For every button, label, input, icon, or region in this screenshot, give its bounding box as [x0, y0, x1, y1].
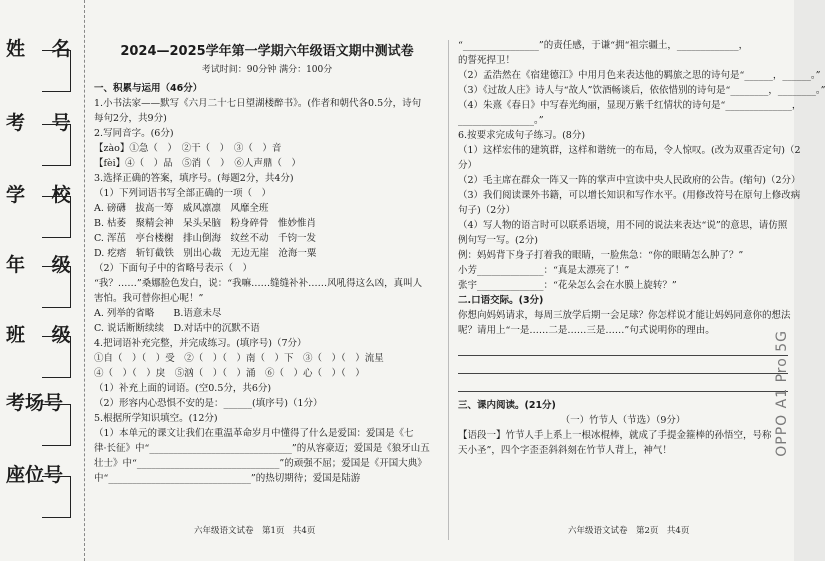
- binding-strip: [0, 0, 85, 561]
- section-2-heading: 二.口语交际。(3分): [458, 295, 544, 306]
- question-line: （1）本单元的课文让我们在重温革命岁月中懂得了什么是爱国：爱国是《七: [94, 428, 414, 439]
- choice-option: A. 列举的省略 B.语意未尽: [94, 308, 222, 319]
- exam-number-field: 考 号: [2, 108, 82, 168]
- answer-line: 小芳______________：“真是太漂亮了！”: [458, 265, 630, 276]
- section-1-heading: 一、积累与运用（46分）: [94, 83, 203, 94]
- question-line: （4）朱熹《春日》中写春光绚丽，显现万紫千红情状的诗句是“______________，: [458, 100, 802, 111]
- question-line: ________________。”: [458, 115, 544, 126]
- page-1-footer: 六年级语文试卷 第1页 共4页: [194, 526, 316, 536]
- question-line: 【zào】①急（ ） ②干（ ） ③（ ）音: [94, 143, 282, 154]
- exam-room-field: 考场号: [2, 388, 82, 448]
- school-box[interactable]: [42, 196, 71, 238]
- question-line: “我？……”桑娜脸色发白，说：“我嘛……缝缝补补……风吼得这么凶，真叫人: [94, 278, 423, 289]
- name-field: 姓 名: [2, 34, 82, 94]
- school-field: 学 校: [2, 180, 82, 240]
- example-line: 例：妈妈背下身子打着我的眼睛，一脸焦急：“你的眼睛怎么肿了？”: [458, 250, 744, 261]
- section-3-heading: 三、课内阅读。(21分): [458, 400, 556, 411]
- reading-paragraph: 【语段一】竹节人手上系上一根冰棍棒，就成了手提金箍棒的孙悟空，号称: [458, 430, 772, 441]
- question-line: 律·长征》中“______________________________”的从容豪迈；爱国是《狼牙山五: [94, 443, 430, 454]
- class-field: 班 级: [2, 320, 82, 380]
- choice-option: B. 枯萎 聚精会神 呆头呆脑 粉身碎骨 惟妙惟肖: [94, 218, 317, 229]
- choice-option: D. 疙瘩 斩钉截铁 别出心裁 无边无崖 沧海一粟: [94, 248, 317, 259]
- question-line: 壮士》中“______________________________”的顽强不屈；爱国是《开国大典》: [94, 458, 427, 469]
- question-line: 分）: [458, 160, 478, 171]
- answer-line: 张宇______________：“花朵怎么会在水膜上旋转？”: [458, 280, 677, 291]
- grade-box[interactable]: [42, 266, 71, 308]
- camera-watermark: OPPO A1 Pro 5G: [774, 330, 790, 457]
- question-line: ①自（ ）（ ）受 ②（ ）（ ）南（ ）下 ③（ ）（ ）流星: [94, 353, 384, 364]
- exam-meta: 考试时间：90分钟 满分：100分: [201, 65, 333, 75]
- question-line: （3）我们阅读课外书籍，可以增长知识和写作水平。(用修改符号在原句上修改病: [458, 190, 801, 201]
- question-line: 呢？请用上“一是……二是……三是……”句式说明你的理由。: [458, 325, 715, 336]
- question-line: 1.小书法家——默写《六月二十七日望湖楼醉书》。(作者和朝代各0.5分，诗句: [94, 98, 422, 109]
- column-divider: [448, 40, 449, 540]
- seat-box[interactable]: [42, 476, 71, 518]
- question-line: 【fèi】④（ ）品 ⑤消（ ） ⑥人声鼎（ ）: [94, 158, 301, 169]
- question-line: 5.根据所学知识填空。(12分): [94, 413, 218, 424]
- choice-option: A. 磅礴 拔高一筹 威风凛凛 风靡全班: [94, 203, 269, 214]
- answer-blank[interactable]: [458, 377, 788, 392]
- choice-option: C. 浑茁 亭台楼榭 排山倒海 纹丝不动 千钧一发: [94, 233, 316, 244]
- page-2: [458, 0, 825, 561]
- question-line: 例句写一写。(2分): [458, 235, 538, 246]
- question-line: 的誓死捍卫！: [458, 55, 516, 66]
- question-line: （2）下面句子中的省略号表示（ ）: [94, 263, 253, 274]
- grade-field: 年 级: [2, 250, 82, 310]
- seat-field: 座位号: [2, 460, 82, 520]
- name-box[interactable]: [42, 50, 71, 92]
- question-line: 4.把词语补充完整，并完成练习。(填序号)（7分）: [94, 338, 307, 349]
- answer-blank[interactable]: [458, 359, 788, 374]
- question-line: （1）这样宏伟的建筑群，这样和谐统一的布局，令人惊叹。(改为双重否定句)（2: [458, 145, 801, 156]
- question-line: 中“______________________________”的热切期待；爱国是陆游: [94, 473, 361, 484]
- question-line: （1）下列词语书写全部正确的一项（ ）: [94, 188, 272, 199]
- question-line: 2.写同音字。(6分): [94, 128, 174, 139]
- page-2-footer: 六年级语文试卷 第2页 共4页: [568, 526, 690, 536]
- exam-room-box[interactable]: [42, 404, 71, 446]
- class-box[interactable]: [42, 336, 71, 378]
- question-line: ④（ ）（ ）戾 ⑤汹（ ）（ ）涌 ⑥（ ）心（ ）（ ）: [94, 368, 365, 379]
- choice-option: C. 说话断断续续 D.对话中的沉默不语: [94, 323, 260, 334]
- question-line: 害怕。我可替你担心呢！”: [94, 293, 204, 304]
- question-line: 每句2分，共9分): [94, 113, 167, 124]
- question-line: “________________”的责任感，于谦“拥“祖宗疆土，_____________，: [458, 40, 749, 51]
- question-line: （2）孟浩然在《宿建德江》中用月色来表达他的羁旅之思的诗句是“______，______。”: [458, 70, 821, 81]
- exam-number-box[interactable]: [42, 124, 71, 166]
- question-line: 句子)（2分）: [458, 205, 516, 216]
- reading-subtitle: （一）竹节人（节选）（9分）: [560, 415, 686, 426]
- question-line: （2）毛主席在群众一阵又一阵的掌声中宣读中央人民政府的公告。(缩句)（2分）: [458, 175, 801, 186]
- page-1: [94, 0, 440, 561]
- answer-blank[interactable]: [458, 341, 788, 356]
- question-line: （3）《过故人庄》诗人与“故人”饮酒畅谈后，依依惜别的诗句是“________，________。”: [458, 85, 825, 96]
- reading-paragraph: 天小圣”，四个字歪歪斜斜刻在竹节人背上，神气！: [458, 445, 672, 456]
- question-line: （4）写人物的语言时可以联系语境，用不同的说法来表达“说”的意思，请仿照: [458, 220, 788, 231]
- question-line: （1）补充上面的词语。(空0.5分，共6分): [94, 383, 272, 394]
- question-line: 你想向妈妈请求，每周三放学后期一会足球？你怎样说才能让妈妈同意你的想法: [458, 310, 791, 321]
- question-line: 3.选择正确的答案，填序号。(每题2分，共4分): [94, 173, 294, 184]
- exam-title: 2024—2025学年第一学期六年级语文期中测试卷: [120, 44, 414, 59]
- question-line: 6.按要求完成句子练习。(8分): [458, 130, 586, 141]
- question-line: （2）形容内心恐惧不安的是：______(填序号)（1分）: [94, 398, 323, 409]
